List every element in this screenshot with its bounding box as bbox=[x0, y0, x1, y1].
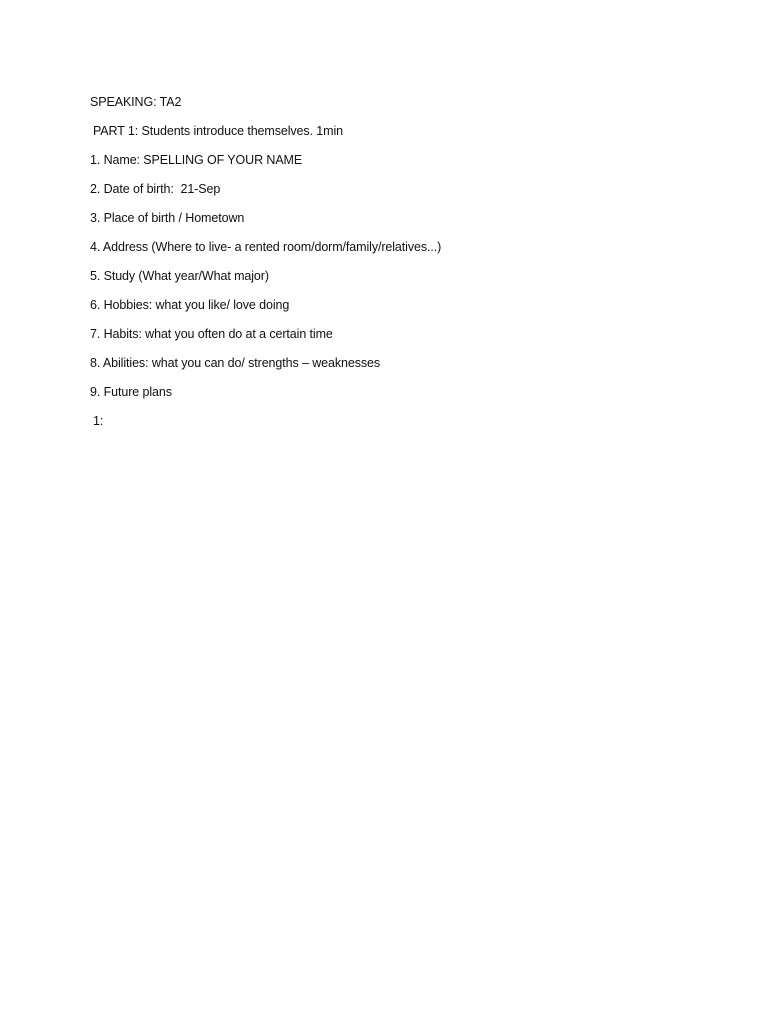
list-item-future-plans: 9. Future plans bbox=[90, 385, 172, 399]
document-title: SPEAKING: TA2 bbox=[90, 95, 182, 109]
list-item-place-of-birth: 3. Place of birth / Hometown bbox=[90, 211, 245, 225]
list-item-study: 5. Study (What year/What major) bbox=[90, 269, 269, 283]
trailing-line: 1: bbox=[93, 414, 104, 428]
list-item-habits: 7. Habits: what you often do at a certain time bbox=[90, 327, 333, 341]
list-item-hobbies: 6. Hobbies: what you like/ love doing bbox=[90, 298, 290, 312]
list-item-name: 1. Name: SPELLING OF YOUR NAME bbox=[90, 153, 303, 167]
list-item-date-of-birth: 2. Date of birth: 21-Sep bbox=[90, 182, 221, 196]
list-item-abilities: 8. Abilities: what you can do/ strengths – weaknesses bbox=[90, 356, 381, 370]
list-item-address: 4. Address (Where to live- a rented room/dorm/family/relatives...) bbox=[90, 240, 442, 254]
part-heading: PART 1: Students introduce themselves. 1min bbox=[93, 124, 343, 138]
